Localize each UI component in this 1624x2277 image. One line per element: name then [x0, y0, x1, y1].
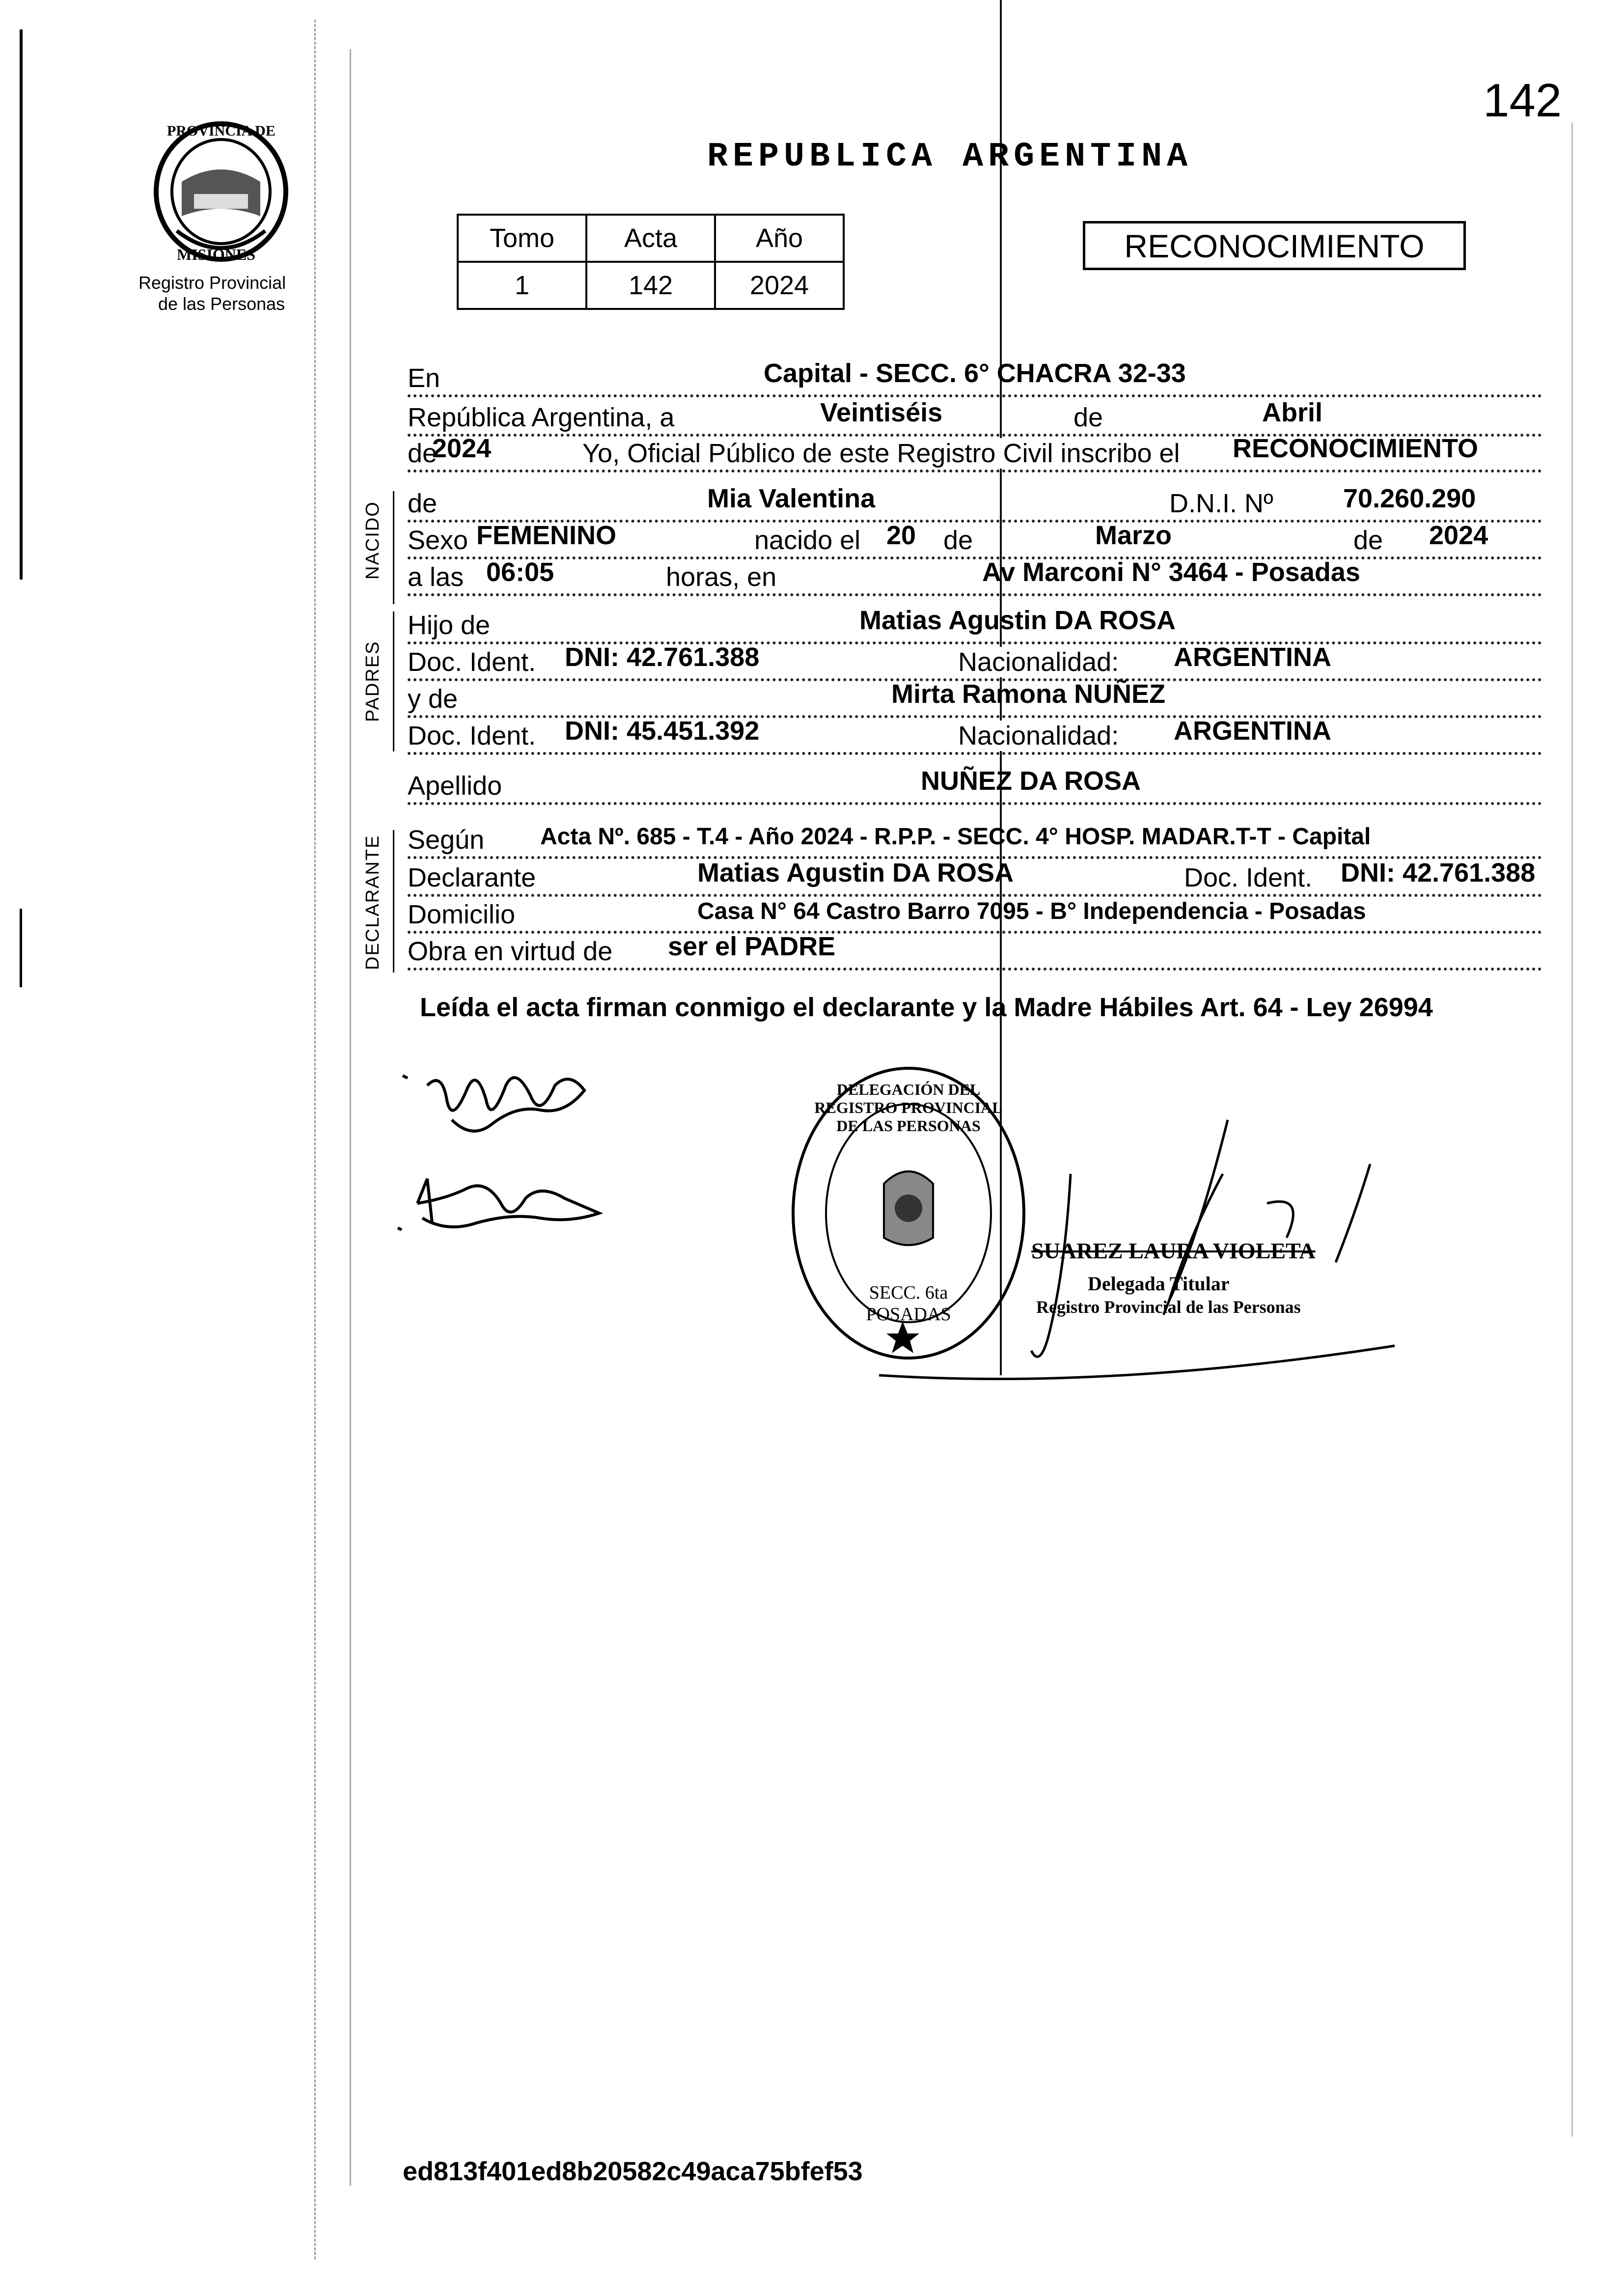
label-de-year: de: [408, 438, 440, 469]
value-birth-month: Marzo: [1095, 521, 1172, 550]
row-nacido-name: [408, 486, 1542, 526]
row-domicilio: [408, 897, 1542, 937]
value-domicilio: Casa N° 64 Castro Barro 7095 - B° Independencia - Posadas: [697, 898, 1366, 924]
label-horas-en: horas, en: [663, 562, 779, 592]
label-father-nac: Nacionalidad:: [955, 647, 1122, 677]
nacido-bracket: [393, 491, 394, 604]
label-republica: República Argentina, a: [408, 402, 677, 433]
row-mother-doc: [408, 716, 1542, 758]
value-child-name: Mia Valentina: [707, 484, 876, 513]
table-value-anio: 2024: [715, 262, 844, 309]
value-inscription: RECONOCIMIENTO: [1233, 434, 1479, 463]
value-mother-nac: ARGENTINA: [1174, 716, 1331, 746]
table-value-acta: 142: [586, 262, 715, 309]
page-title: REPUBLICA ARGENTINA: [707, 138, 1193, 176]
value-birth-day: 20: [886, 521, 916, 550]
value-year: 2024: [432, 434, 492, 463]
value-month: Abril: [1262, 398, 1323, 427]
registry-line-1: Registro Provincial: [138, 273, 286, 293]
row-declarante: [408, 858, 1542, 900]
logo-text-bottom: MISIONES: [177, 246, 256, 263]
scan-line-margin: [314, 20, 316, 2259]
value-mother-name: Mirta Ramona NUÑEZ: [891, 679, 1166, 709]
province-seal-icon: [147, 118, 295, 265]
row-father-doc: [408, 642, 1542, 684]
label-sexo: Sexo: [408, 525, 471, 555]
province-logo: [147, 118, 295, 265]
value-en: Capital - SECC. 6° CHACRA 32-33: [764, 359, 1186, 388]
signatory-name: SUAREZ LAURA VIOLETA: [1031, 1238, 1316, 1263]
scan-line-margin-2: [350, 49, 351, 2186]
label-oficial: Yo, Oficial Público de este Registro Civil inscribo el: [579, 438, 1183, 469]
row-y-de: [408, 679, 1542, 721]
label-de-month: de: [1071, 402, 1106, 433]
record-table-header: [458, 215, 844, 262]
label-obra: Obra en virtud de: [408, 936, 615, 967]
record-table: [457, 214, 845, 310]
label-segun: Según: [408, 825, 487, 855]
signatory-org: Registro Provincial de las Personas: [1036, 1297, 1301, 1317]
act-type-label: RECONOCIMIENTO: [1124, 228, 1425, 264]
label-de-birth-year: de: [1350, 525, 1386, 555]
record-table-row: [458, 262, 844, 309]
declarante-bracket: [393, 830, 394, 972]
label-a-las: a las: [408, 562, 467, 592]
value-birth-year: 2024: [1429, 521, 1488, 550]
value-time: 06:05: [486, 557, 554, 587]
label-y-de: y de: [408, 684, 461, 714]
value-segun: Acta Nº. 685 - T.4 - Año 2024 - R.P.P. - SECC. 4° HOSP. MADAR.T-T - Capital: [540, 824, 1371, 850]
value-obra: ser el PADRE: [668, 932, 836, 961]
section-label-padres: PADRES: [362, 640, 383, 722]
registry-line-2: de las Personas: [158, 294, 285, 314]
logo-text-top: PROVINCIA DE: [167, 123, 275, 139]
label-apellido: Apellido: [408, 771, 505, 801]
padres-bracket: [393, 611, 394, 751]
label-domicilio: Domicilio: [408, 899, 518, 930]
value-father-nac: ARGENTINA: [1174, 642, 1331, 672]
section-label-declarante: DECLARANTE: [362, 834, 383, 970]
label-dni: D.N.I. Nº: [1166, 488, 1276, 519]
value-father-name: Matias Agustin DA ROSA: [859, 606, 1176, 635]
value-day: Veintiséis: [820, 398, 943, 427]
row-obra: [408, 934, 1542, 973]
value-child-dni: 70.260.290: [1343, 484, 1476, 513]
label-de-birth-month: de: [940, 525, 976, 555]
value-declarante: Matias Agustin DA ROSA: [697, 858, 1014, 888]
value-mother-doc: DNI: 45.451.392: [565, 716, 760, 746]
row-oficial: [408, 436, 1542, 475]
value-declarante-doc: DNI: 42.761.388: [1341, 858, 1536, 888]
value-apellido: NUÑEZ DA ROSA: [921, 766, 1141, 796]
row-nacido-sexo: [408, 523, 1542, 562]
row-segun: [408, 823, 1542, 862]
act-type-box: [1083, 221, 1466, 270]
closing-text: Leída el acta firman conmigo el declarante y la Madre Hábiles Art. 64 - Ley 26994: [420, 993, 1433, 1022]
label-mother-doc: Doc. Ident.: [408, 721, 539, 751]
stamp-inner-text: SECC. 6ta POSADAS: [866, 1282, 951, 1325]
table-header-tomo: Tomo: [458, 215, 586, 262]
stamp-outer-text: DELEGACIÓN DEL REGISTRO PROVINCIAL DE LAS PERSONAS: [814, 1081, 1003, 1135]
label-declarante-doc: Doc. Ident.: [1181, 862, 1315, 893]
row-apellido: [408, 766, 1542, 808]
value-birth-place: Av Marconi N° 3464 - Posadas: [982, 557, 1360, 587]
document-hash: ed813f401ed8b20582c49aca75bfef53: [403, 2157, 863, 2186]
label-father-doc: Doc. Ident.: [408, 647, 539, 677]
scan-line-left: [20, 29, 23, 580]
signature-declarante-icon: [393, 1169, 609, 1243]
row-nacido-hora: [408, 557, 1542, 599]
scan-line-right: [1571, 123, 1573, 2137]
value-sexo: FEMENINO: [476, 521, 617, 550]
label-declarante: Declarante: [408, 862, 539, 893]
page-number: 142: [1483, 74, 1562, 127]
label-mother-nac: Nacionalidad:: [955, 721, 1122, 751]
label-nacido-el: nacido el: [751, 525, 863, 555]
label-de-name: de: [408, 488, 440, 519]
label-en: En: [408, 363, 443, 393]
value-father-doc: DNI: 42.761.388: [565, 642, 760, 672]
signature-mother-icon: [393, 1056, 599, 1144]
scan-line-left-2: [20, 909, 22, 987]
row-hijo-de: [408, 608, 1542, 647]
table-header-acta: Acta: [586, 215, 715, 262]
table-value-tomo: 1: [458, 262, 586, 309]
label-hijo-de: Hijo de: [408, 610, 493, 640]
row-en: [408, 361, 1542, 400]
signatory-role: Delegada Titular: [1088, 1273, 1230, 1295]
section-label-nacido: NACIDO: [362, 501, 383, 580]
table-header-anio: Año: [715, 215, 844, 262]
